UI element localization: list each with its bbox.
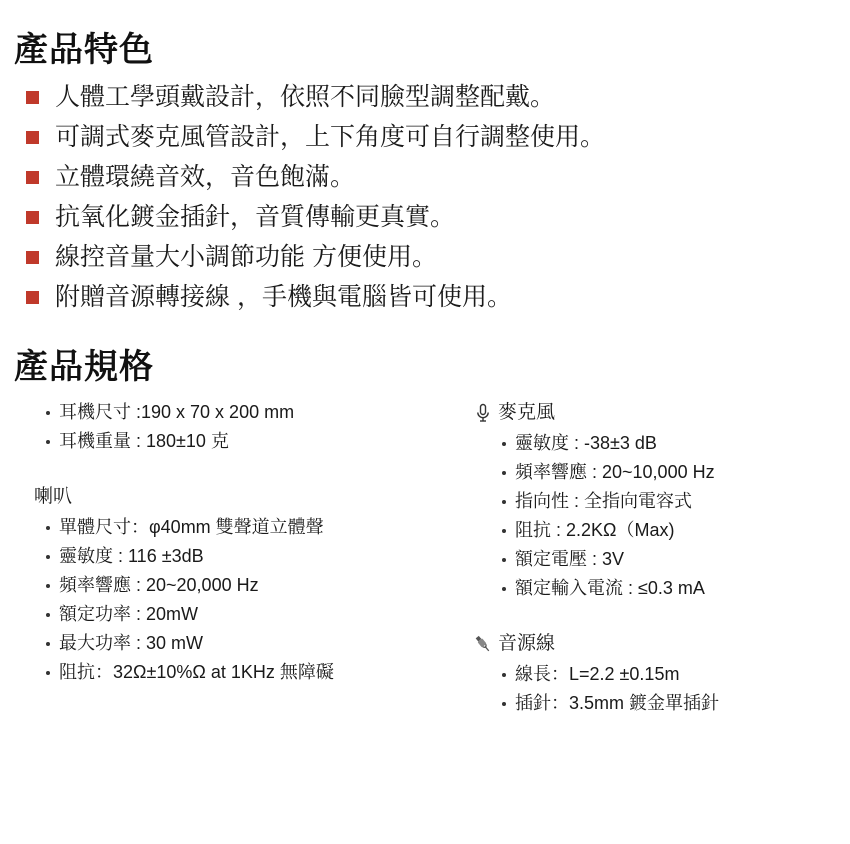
square-bullet-icon <box>26 251 39 264</box>
list-item <box>26 157 836 197</box>
feature-text: 人體工學頭戴設計，依照不同臉型調整配戴。 <box>55 83 556 111</box>
list-item <box>46 513 454 542</box>
dot-bullet-icon <box>502 500 506 504</box>
feature-text: 附贈音源轉接線 ，手機與電腦皆可使用。 <box>55 283 512 311</box>
list-item <box>502 574 836 603</box>
spec-text: 耳機重量 : 180±10 克 <box>59 431 229 451</box>
dot-bullet-icon <box>46 440 50 444</box>
microphone-group-title <box>472 398 836 428</box>
speaker-spec-list <box>28 513 454 687</box>
dot-bullet-icon <box>502 587 506 591</box>
dot-bullet-icon <box>46 671 50 675</box>
square-bullet-icon <box>26 171 39 184</box>
list-item <box>46 571 454 600</box>
square-bullet-icon <box>26 91 39 104</box>
list-item <box>502 660 836 689</box>
specs-left-column <box>14 398 454 732</box>
dot-bullet-icon <box>502 442 506 446</box>
feature-text: 線控音量大小調節功能 方便使用。 <box>55 243 437 271</box>
audio-cable-group-title <box>472 629 836 659</box>
list-item <box>502 487 836 516</box>
list-item <box>502 516 836 545</box>
spec-text: 阻抗：32Ω±10%Ω at 1KHz 無障礙 <box>59 662 334 682</box>
list-item <box>46 629 454 658</box>
spec-text: 最大功率 : 30 mW <box>59 633 204 653</box>
dot-bullet-icon <box>502 673 506 677</box>
list-item <box>46 600 454 629</box>
dot-bullet-icon <box>46 584 50 588</box>
audio-cable-icon <box>472 633 494 655</box>
spec-text: 單體尺寸：φ40mm 雙聲道立體聲 <box>59 517 324 537</box>
speaker-title-text: 喇叭 <box>34 486 73 507</box>
dot-bullet-icon <box>46 613 50 617</box>
specs-columns <box>14 398 836 732</box>
dot-bullet-icon <box>502 529 506 533</box>
dot-bullet-icon <box>502 558 506 562</box>
microphone-spec-group <box>466 398 836 603</box>
list-item <box>502 458 836 487</box>
microphone-icon <box>472 402 494 424</box>
audio-cable-title-text: 音源線 <box>498 633 556 654</box>
list-item <box>502 689 836 718</box>
dot-bullet-icon <box>46 555 50 559</box>
spec-text: 指向性 : 全指向電容式 <box>515 491 693 511</box>
spec-text: 額定功率 : 20mW <box>59 604 199 624</box>
feature-text: 抗氧化鍍金插針，音質傳輸更真實。 <box>55 203 456 231</box>
speaker-group-title <box>34 482 454 512</box>
list-item <box>502 545 836 574</box>
microphone-spec-list <box>466 429 836 603</box>
list-item <box>502 429 836 458</box>
dot-bullet-icon <box>46 411 50 415</box>
list-item <box>46 398 454 427</box>
specs-section-title: 產品規格 <box>14 348 154 386</box>
dot-bullet-icon <box>46 526 50 530</box>
spec-text: 靈敏度 : -38±3 dB <box>515 433 657 453</box>
spec-text: 頻率響應 : 20~20,000 Hz <box>59 575 259 595</box>
features-list <box>14 77 836 317</box>
spec-text: 耳機尺寸 :190 x 70 x 200 mm <box>59 402 295 422</box>
features-section-title: 產品特色 <box>14 31 154 69</box>
headset-spec-group <box>28 398 454 456</box>
microphone-title-text: 麥克風 <box>498 402 556 423</box>
spec-text: 插針：3.5mm 鍍金單插針 <box>515 693 720 713</box>
speaker-spec-group <box>28 482 454 687</box>
square-bullet-icon <box>26 211 39 224</box>
list-item <box>46 542 454 571</box>
headset-spec-list <box>28 398 454 456</box>
spec-text: 靈敏度 : 116 ±3dB <box>59 546 204 566</box>
square-bullet-icon <box>26 131 39 144</box>
spec-text: 線長：L=2.2 ±0.15m <box>515 664 680 684</box>
list-item <box>26 197 836 237</box>
dot-bullet-icon <box>502 471 506 475</box>
audio-cable-spec-list <box>466 660 836 718</box>
square-bullet-icon <box>26 291 39 304</box>
audio-cable-spec-group <box>466 629 836 718</box>
list-item <box>26 117 836 157</box>
feature-text: 立體環繞音效，音色飽滿。 <box>55 163 356 191</box>
specs-right-column <box>454 398 836 732</box>
list-item <box>26 237 836 277</box>
spec-text: 頻率響應 : 20~10,000 Hz <box>515 462 715 482</box>
spec-text: 阻抗 : 2.2KΩ（Max) <box>515 520 675 540</box>
spec-text: 額定輸入電流 : ≤0.3 mA <box>515 578 705 598</box>
list-item <box>26 77 836 117</box>
dot-bullet-icon <box>46 642 50 646</box>
list-item <box>46 658 454 687</box>
spec-text: 額定電壓 : 3V <box>515 549 625 569</box>
feature-text: 可調式麥克風管設計，上下角度可自行調整使用。 <box>55 123 606 151</box>
dot-bullet-icon <box>502 702 506 706</box>
list-item <box>26 277 836 317</box>
list-item <box>46 427 454 456</box>
